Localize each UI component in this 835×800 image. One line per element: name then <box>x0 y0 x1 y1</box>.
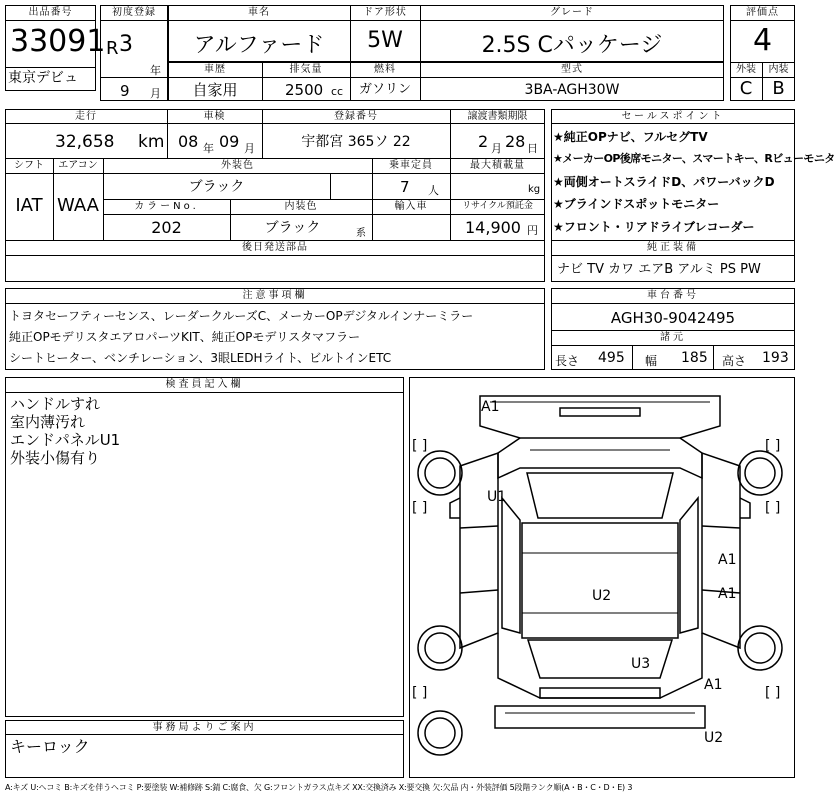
interior-grade: B <box>772 78 785 99</box>
footer-legend: A:キズ U:ヘコミ B:キズを伴うヘコミ P:要塗装 W:補修跡 S:錆 C:腐食、欠 G:フロントガラス点キズ XX:交換済み X:要交換 欠:欠品 内・外装評価 5段階ランク順(A・B・C・D・E) 3 <box>5 783 633 792</box>
note-line-3: シートヒーター、ベンチレーション、3眼LEDHライト、ビルトインETC <box>9 351 392 365</box>
month: 9 <box>120 82 130 100</box>
inspection-year: 08 <box>178 132 199 151</box>
height-value: 193 <box>762 350 789 366</box>
chassis-title: 車台番号 <box>647 290 699 301</box>
recycle-label: リサイクル預託金 <box>462 201 533 211</box>
door-type: 5W <box>367 28 403 53</box>
fuel-label: 燃料 <box>374 64 396 75</box>
era: R <box>106 38 119 59</box>
door-label: ドア形状 <box>363 7 407 18</box>
capacity-unit: 人 <box>428 184 439 197</box>
length-value: 495 <box>598 350 625 366</box>
int-color-suffix: 系 <box>356 228 366 239</box>
grade: 2.5S Cパッケージ <box>481 33 663 58</box>
ac-label: エアコン <box>58 160 98 171</box>
color-no-label: カラーNo. <box>134 201 199 212</box>
model-value: 3BA-AGH30W <box>524 82 620 98</box>
year-unit: 年 <box>150 64 161 77</box>
sales-point-4: ★ブラインドスポットモニター <box>553 197 720 211</box>
displacement-value: 2500 <box>285 81 324 99</box>
color-no-value: 202 <box>151 218 182 237</box>
debut-label: 東京デビュ <box>8 70 78 86</box>
inspection-year-unit: 年 <box>203 142 214 155</box>
ext-color-value: ブラック <box>188 179 245 195</box>
office-text: キーロック <box>10 737 90 756</box>
transfer-month: 2 <box>478 132 489 151</box>
car-name-label: 車名 <box>248 7 270 18</box>
bracket-right-rear: [ ] <box>765 685 781 701</box>
ext-color-label: 外装色 <box>221 160 254 171</box>
height-label: 高さ <box>722 354 747 368</box>
inspector-line-3: エンドパネルU1 <box>10 431 121 449</box>
int-color-label: 内装色 <box>284 201 318 212</box>
history-value: 自家用 <box>192 81 238 99</box>
displacement-label: 排気量 <box>289 64 323 75</box>
bracket-left-front: [ ] <box>412 438 428 454</box>
mark-right-front-door: A1 <box>718 552 737 568</box>
inspection-month: 09 <box>219 132 240 151</box>
later-parts-label: 後日発送部品 <box>242 242 308 253</box>
recycle-value: 14,900 <box>465 218 521 237</box>
month-unit: 月 <box>150 87 161 100</box>
plate-label: 登録番号 <box>334 111 378 122</box>
capacity-value: 7 <box>400 178 410 196</box>
shift-label: シフト <box>14 160 44 171</box>
interior-grade-label: 内装 <box>768 64 789 75</box>
mark-left-front-door: U1 <box>487 489 507 505</box>
transfer-day-unit: 日 <box>527 142 538 155</box>
bracket-left-rear: [ ] <box>412 685 428 701</box>
capacity-label: 乗車定員 <box>389 160 433 171</box>
note-line-2: 純正OPモデリスタエアロパーツKIT、純正OPモデリスタマフラー <box>9 330 361 344</box>
mark-right-rear: A1 <box>704 677 723 693</box>
transfer-month-unit: 月 <box>491 142 502 155</box>
sales-point-2: ★メーカーOP後席モニター、スマートキー、Rビューモニタ <box>553 152 835 165</box>
fuel-value: ガソリン <box>358 82 411 97</box>
mark-rear-glass: U3 <box>631 656 651 672</box>
bracket-right-mid: [ ] <box>765 500 781 516</box>
bracket-right-front: [ ] <box>765 438 781 454</box>
chassis-number: AGH30-9042495 <box>610 309 736 327</box>
equipment-items: ナビ TV カワ エアB アルミ PS PW <box>557 262 761 277</box>
sales-points-title: セールスポイント <box>621 111 725 122</box>
max-load-label: 最大積載量 <box>470 160 525 171</box>
inspector-title: 検査員記入欄 <box>165 379 244 390</box>
sales-point-1: ★純正OPナビ、フルセグTV <box>553 130 708 144</box>
max-load-unit: kg <box>528 184 541 195</box>
bracket-left-mid: [ ] <box>412 500 428 516</box>
mark-front: A1 <box>481 399 500 415</box>
era-year: 3 <box>119 32 133 57</box>
width-value: 185 <box>681 350 708 366</box>
inspector-line-4: 外装小傷有り <box>10 449 101 467</box>
lot-number: 33091 <box>10 24 106 59</box>
car-outline <box>410 378 796 779</box>
mark-roof: U2 <box>592 588 612 604</box>
mileage-unit: km <box>138 132 165 152</box>
displacement-unit: cc <box>331 85 344 98</box>
exterior-grade-label: 外装 <box>736 64 756 75</box>
inspector-line-2: 室内薄汚れ <box>10 413 86 431</box>
plate-value: 宇都宮 365ソ 22 <box>301 134 411 150</box>
int-color-value: ブラック <box>264 220 321 236</box>
ac-value: WAA <box>57 195 99 216</box>
score-value: 4 <box>752 23 773 58</box>
mileage-value: 32,658 <box>55 132 115 152</box>
note-line-1: トヨタセーフティーセンス、レーダークルーズC、メーカーOPデジタルインナーミラー <box>9 309 474 323</box>
inspector-line-1: ハンドルすれ <box>10 395 101 413</box>
mark-rear-bumper: U2 <box>704 730 724 746</box>
inspection-label: 車検 <box>203 111 226 122</box>
notes-title: 注意事項欄 <box>242 290 308 301</box>
recycle-unit: 円 <box>527 224 538 237</box>
mileage-label: 走行 <box>75 111 97 122</box>
grade-label: グレード <box>550 7 594 18</box>
damage-diagram <box>409 377 795 778</box>
sales-point-5: ★フロント・リアドライブレコーダー <box>553 220 755 234</box>
car-name: アルファード <box>193 33 325 58</box>
score-label: 評価点 <box>746 7 779 18</box>
exterior-grade: C <box>739 78 753 99</box>
history-label: 車歴 <box>204 64 226 75</box>
import-label: 輸入車 <box>394 201 428 212</box>
equipment-title: 純正装備 <box>647 242 699 253</box>
length-label: 長さ <box>555 354 580 368</box>
lot-label: 出品番号 <box>28 7 73 18</box>
transfer-day: 28 <box>505 132 526 151</box>
sales-point-3: ★両側オートスライドD、パワーバックD <box>553 175 775 189</box>
width-label: 幅 <box>645 354 658 368</box>
model-label: 型式 <box>561 64 583 75</box>
first-reg-label: 初度登録 <box>112 7 156 18</box>
shift-value: IAT <box>15 195 43 216</box>
inspection-month-unit: 月 <box>244 142 255 155</box>
dims-title: 諸元 <box>660 332 686 343</box>
office-title: 事務局よりご案内 <box>152 722 257 733</box>
transfer-label: 譲渡書類期限 <box>467 111 528 122</box>
mark-right-rear-door: A1 <box>718 586 737 602</box>
